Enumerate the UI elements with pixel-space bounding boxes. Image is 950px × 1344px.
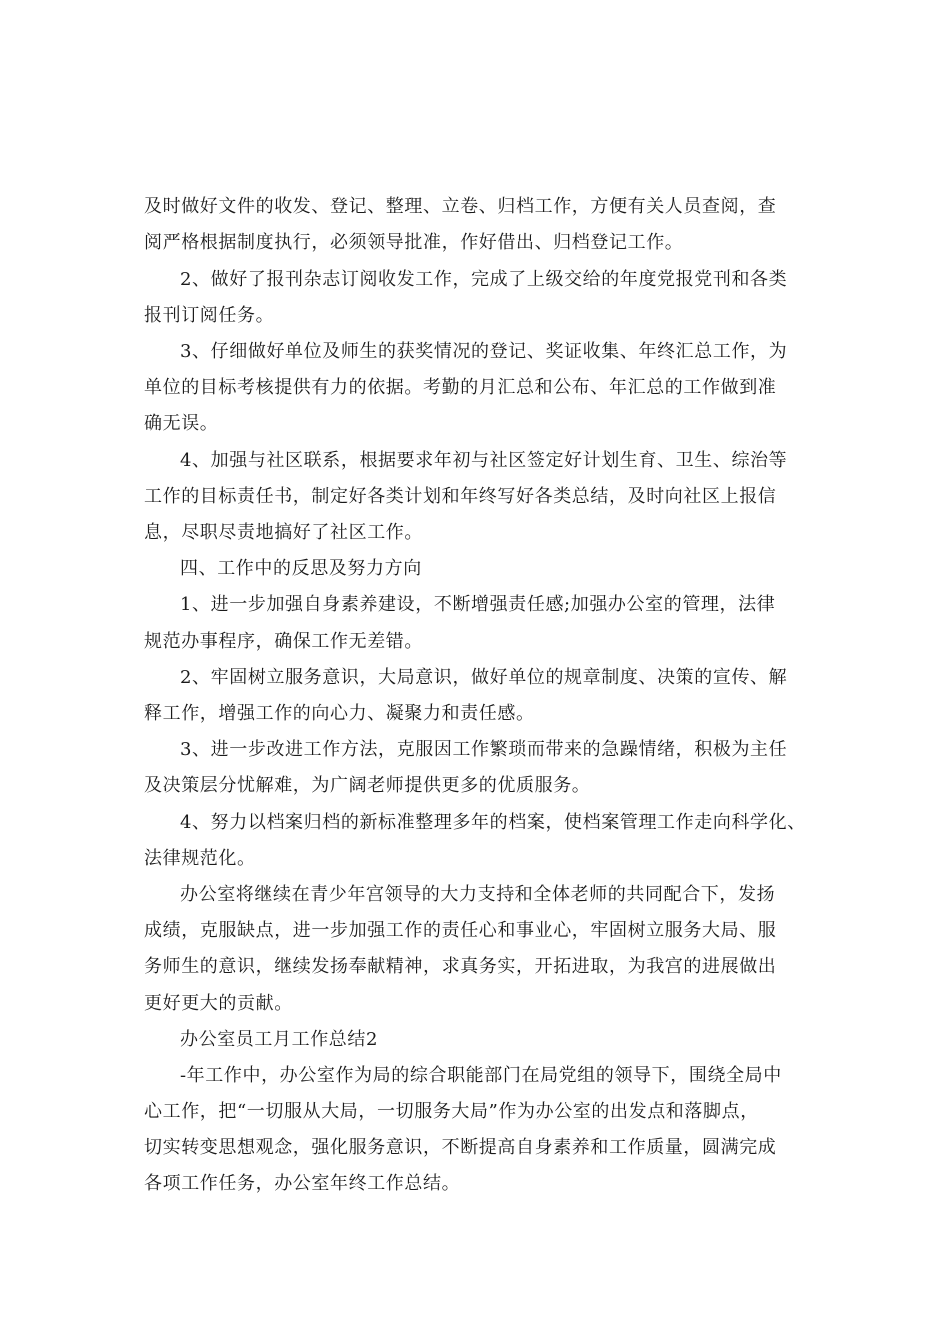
paragraph-item-1: 1、进一步加强自身素养建设，不断增强责任感;加强办公室的管理，法律	[180, 594, 776, 615]
text-line: 务师生的意识，继续发扬奉献精神，求真务实，开拓进取，为我宫的进展做出	[144, 956, 777, 977]
text-line: 切实转变思想观念，强化服务意识，不断提高自身素养和工作质量，圆满完成	[144, 1137, 777, 1158]
text-line: 释工作，增强工作的向心力、凝聚力和责任感。	[144, 703, 535, 724]
closing-paragraph: 办公室将继续在青少年宫领导的大力支持和全体老师的共同配合下，发扬	[180, 884, 776, 905]
section-heading: 四、工作中的反思及努力方向	[180, 558, 422, 579]
text-line: 报刊订阅任务。	[144, 305, 275, 326]
text-line: 心工作，把“一切服从大局，一切服务大局”作为办公室的出发点和落脚点，	[144, 1101, 759, 1122]
text-line: 成绩，克服缺点，进一步加强工作的责任心和事业心，牢固树立服务大局、服	[144, 920, 777, 941]
intro-paragraph: -年工作中，办公室作为局的综合职能部门在局党组的领导下，围绕全局中	[180, 1065, 782, 1086]
text-line: 更好更大的贡献。	[144, 993, 293, 1014]
text-line: 规范办事程序，确保工作无差错。	[144, 631, 423, 652]
paragraph-item-3: 3、进一步改进工作方法，克服因工作繁琐而带来的急躁情绪，积极为主任	[180, 739, 788, 760]
text-line: 及时做好文件的收发、登记、整理、立卷、归档工作，方便有关人员查阅，查	[144, 196, 777, 217]
text-line: 阅严格根据制度执行，必须领导批准，作好借出、归档登记工作。	[144, 232, 684, 253]
text-line: 息，尽职尽责地搞好了社区工作。	[144, 522, 423, 543]
text-line: 及决策层分忧解难，为广阔老师提供更多的优质服务。	[144, 775, 591, 796]
text-line: 工作的目标责任书，制定好各类计划和年终写好各类总结，及时向社区上报信	[144, 486, 777, 507]
paragraph-item-2: 2、牢固树立服务意识，大局意识，做好单位的规章制度、决策的宣传、解	[180, 667, 788, 688]
document-title: 办公室员工月工作总结2	[180, 1029, 379, 1050]
text-line: 各项工作任务，办公室年终工作总结。	[144, 1173, 461, 1194]
paragraph-item-3: 3、仔细做好单位及师生的获奖情况的登记、奖证收集、年终汇总工作，为	[180, 341, 788, 362]
text-line: 单位的目标考核提供有力的依据。考勤的月汇总和公布、年汇总的工作做到准	[144, 377, 777, 398]
text-line: 确无误。	[144, 413, 219, 434]
text-line: 法律规范化。	[144, 848, 256, 869]
paragraph-item-4: 4、加强与社区联系，根据要求年初与社区签定好计划生育、卫生、综治等	[180, 450, 788, 471]
paragraph-item-2: 2、做好了报刊杂志订阅收发工作，完成了上级交给的年度党报党刊和各类	[180, 269, 788, 290]
paragraph-item-4: 4、努力以档案归档的新标准整理多年的档案，使档案管理工作走向科学化、	[180, 812, 806, 833]
